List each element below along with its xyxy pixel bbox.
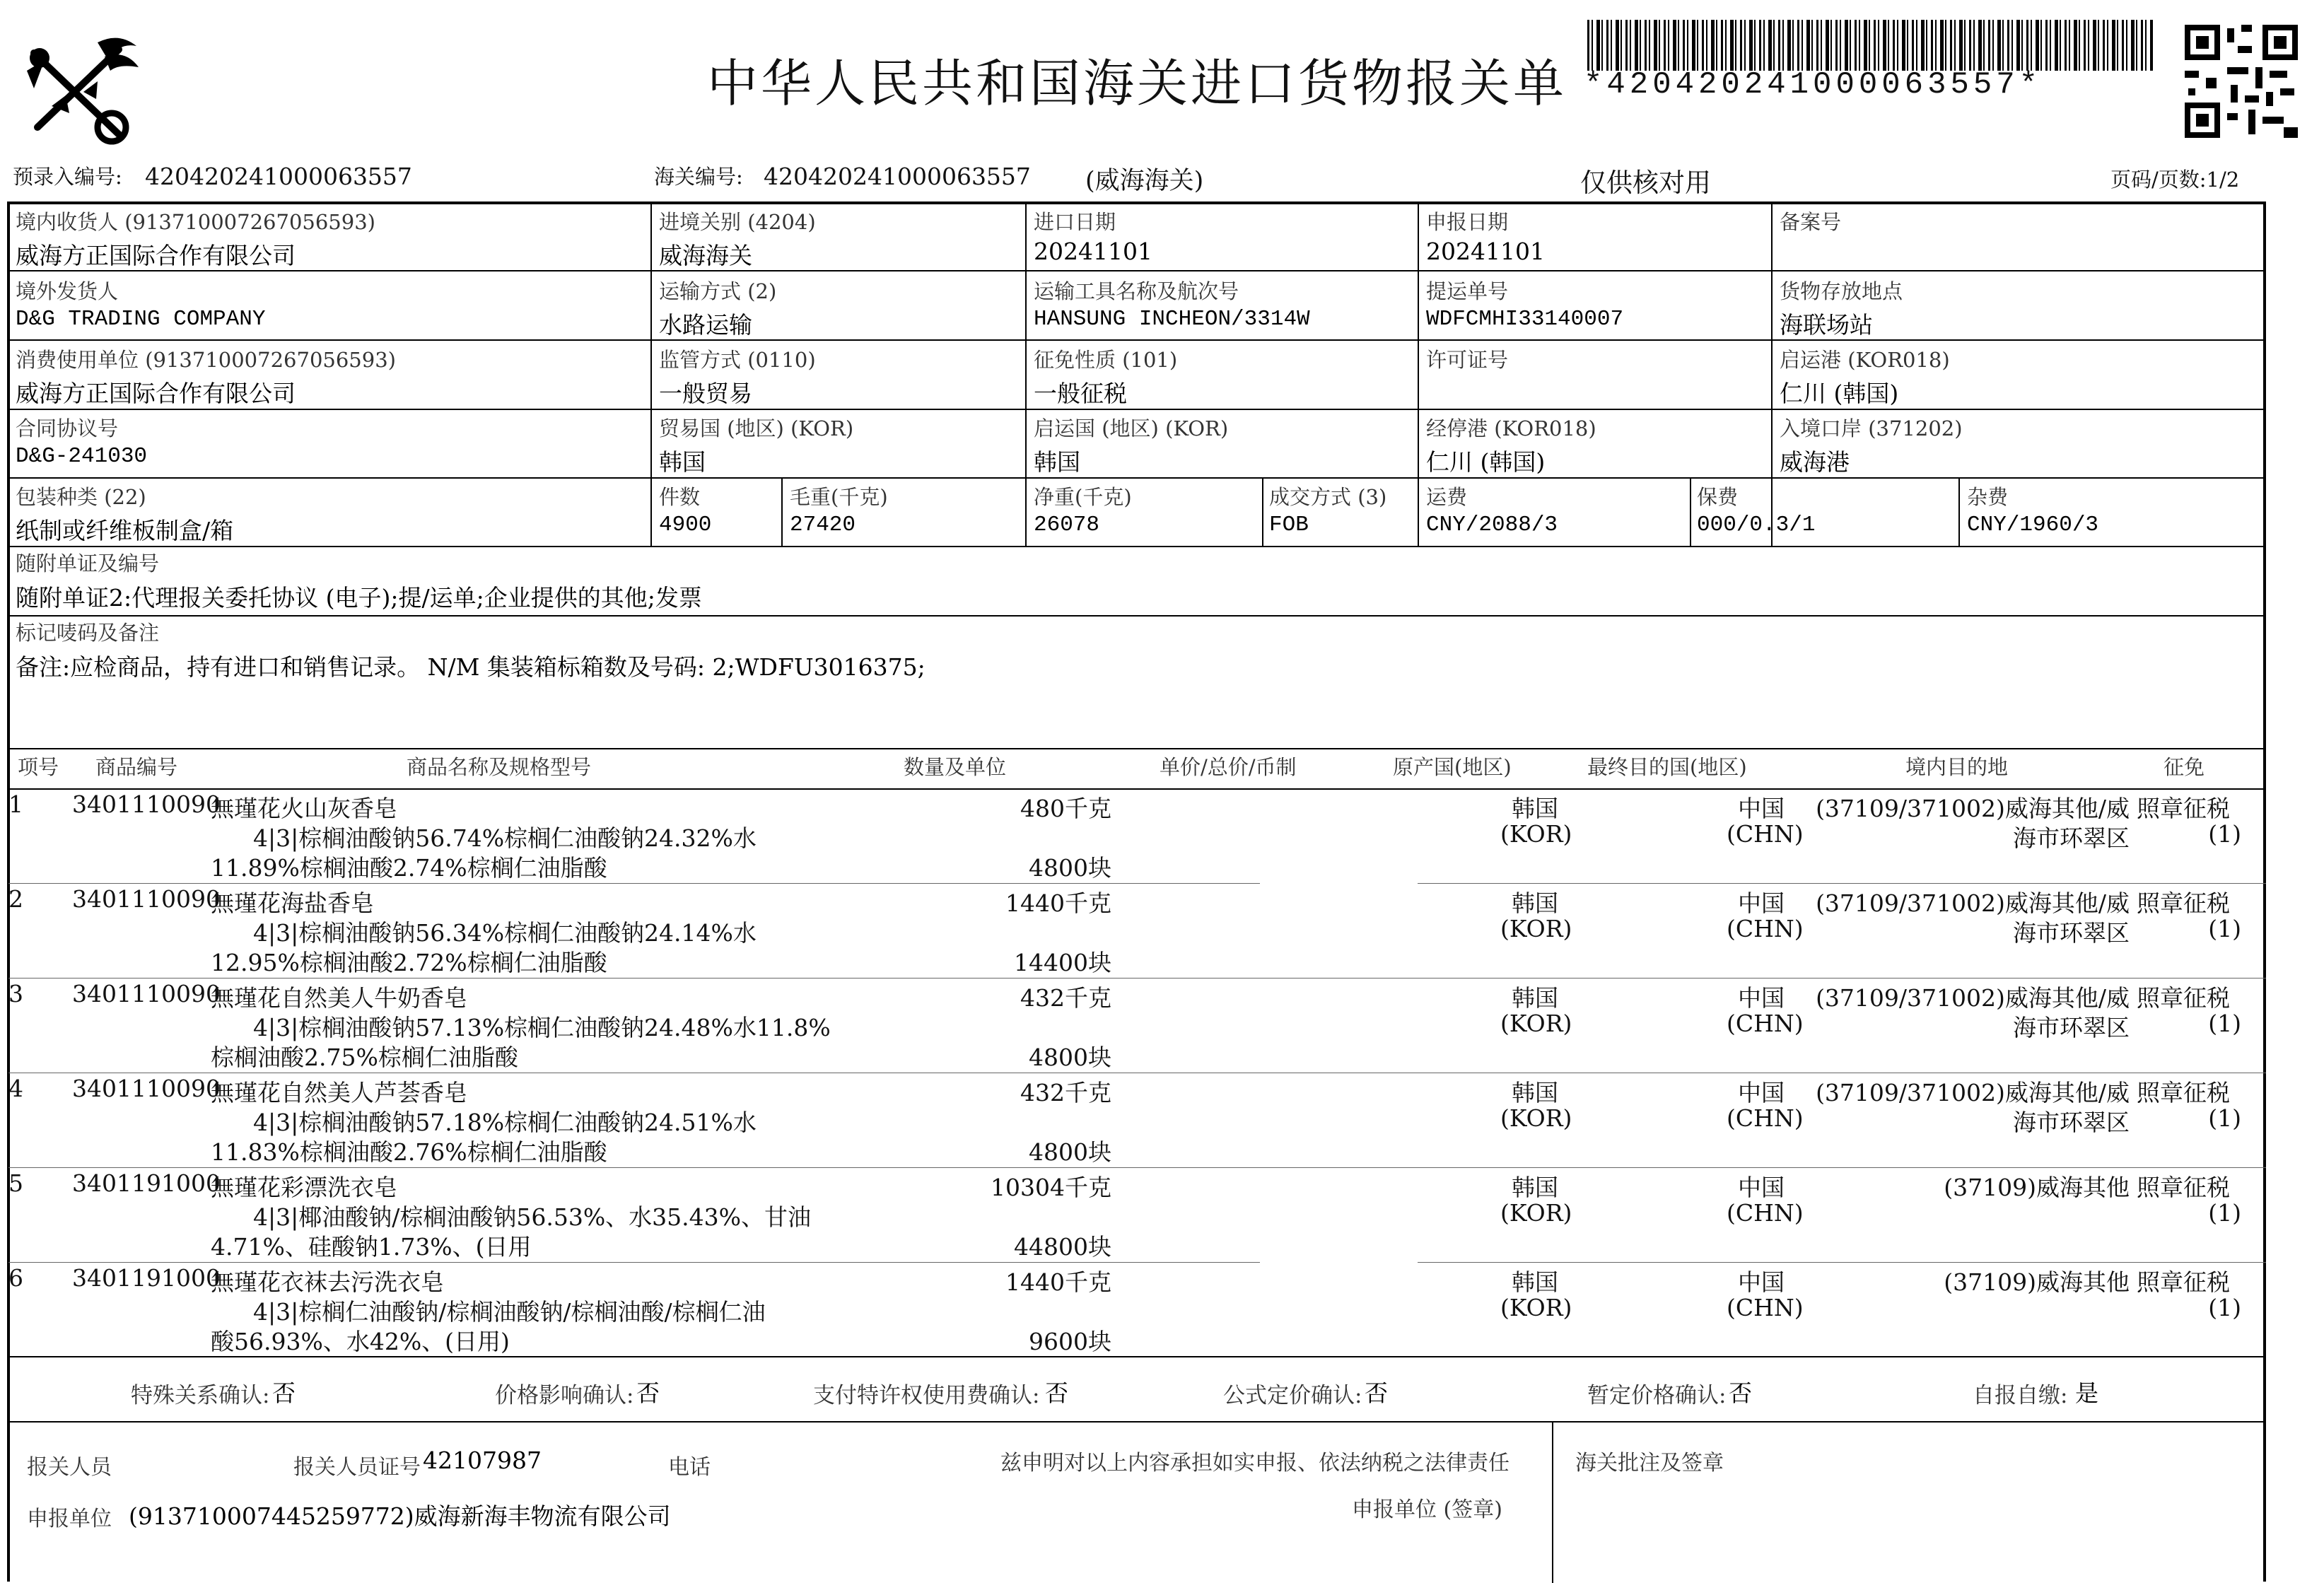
formula-price-value: 否 bbox=[1365, 1379, 1388, 1407]
item-code: 3401191000 bbox=[72, 1169, 221, 1197]
shipper-label: 境外发货人 bbox=[16, 279, 119, 303]
declarant-no-value: 42107987 bbox=[423, 1447, 542, 1474]
shipper-value: D&G TRADING COMPANY bbox=[16, 307, 266, 332]
item-dest: 中国 bbox=[1738, 889, 1785, 917]
item-levy-code: (1) bbox=[2208, 1104, 2241, 1132]
item-levy-code: (1) bbox=[2208, 1294, 2241, 1321]
item-origin-code: (KOR) bbox=[1500, 1294, 1572, 1321]
item-spec-line2: 11.89%棕榈油酸2.74%棕榈仁油脂酸 bbox=[211, 854, 607, 882]
record-no-label: 备案号 bbox=[1780, 210, 1842, 234]
item-code: 3401110090 bbox=[72, 885, 221, 913]
stopover-port-label: 经停港 (KOR018) bbox=[1426, 416, 1596, 440]
item-origin-code: (KOR) bbox=[1500, 820, 1572, 848]
transport-mode-value: 水路运输 bbox=[659, 311, 752, 339]
item-name: 無瑾花火山灰香皂 bbox=[211, 795, 397, 822]
item-dest: 中国 bbox=[1738, 795, 1785, 822]
page-indicator: 页码/页数:1/2 bbox=[2110, 168, 2240, 192]
item-spec-line2: 4.71%、硅酸钠1.73%、(日用 bbox=[211, 1233, 532, 1261]
origin-country-value: 韩国 bbox=[1034, 448, 1080, 476]
col-destination: 最终目的国(地区) bbox=[1587, 755, 1747, 779]
docs-label: 随附单证及编号 bbox=[16, 551, 160, 576]
item-no: 2 bbox=[8, 885, 23, 913]
declare-date-value: 20241101 bbox=[1426, 238, 1545, 265]
gross-weight-value: 27420 bbox=[790, 513, 856, 537]
misc-fee-label: 杂费 bbox=[1967, 485, 2009, 509]
item-qty-pieces: 4800块 bbox=[1029, 1044, 1111, 1071]
item-domestic-dest-line2: 海市环翠区 bbox=[2013, 919, 2130, 947]
item-domestic-dest-line1: (37109)威海其他 bbox=[1944, 1174, 2130, 1201]
item-qty-weight: 1440千克 bbox=[1005, 889, 1111, 917]
item-origin: 韩国 bbox=[1512, 1174, 1558, 1201]
item-name: 無瑾花自然美人芦荟香皂 bbox=[211, 1079, 467, 1106]
col-qty: 数量及单位 bbox=[904, 755, 1007, 779]
item-spec-line1: 4|3|棕榈油酸钠56.74%棕榈仁油酸钠24.32%水 bbox=[253, 824, 757, 852]
departure-port-value: 仁川 (韩国) bbox=[1780, 380, 1899, 407]
item-qty-pieces: 44800块 bbox=[1014, 1233, 1111, 1261]
item-no: 5 bbox=[8, 1169, 23, 1197]
item-dest-code: (CHN) bbox=[1727, 1294, 1804, 1321]
preentry-no: 420420241000063557 bbox=[145, 163, 412, 190]
item-name: 無瑾花衣袜去污洗衣皂 bbox=[211, 1268, 444, 1296]
item-name: 無瑾花自然美人牛奶香皂 bbox=[211, 984, 467, 1012]
declaring-unit-seal: 申报单位 (签章) bbox=[1352, 1497, 1502, 1522]
marks-value: 备注:应检商品，持有进口和销售记录。 N/M 集装箱标箱数及号码: 2;WDFU3016375; bbox=[16, 653, 925, 681]
item-dest-code: (CHN) bbox=[1727, 915, 1804, 942]
self-pay-label: 自报自缴: bbox=[1973, 1383, 2068, 1408]
gross-weight-label: 毛重(千克) bbox=[790, 485, 888, 509]
origin-country-label: 启运国 (地区) (KOR) bbox=[1034, 416, 1229, 440]
declaring-unit-label: 申报单位 bbox=[27, 1507, 112, 1531]
item-qty-pieces: 4800块 bbox=[1029, 1138, 1111, 1166]
customs-no-label: 海关编号: bbox=[654, 165, 743, 189]
customs-approval-label: 海关批注及签章 bbox=[1575, 1451, 1724, 1476]
marks-label: 标记唛码及备注 bbox=[16, 621, 160, 645]
item-domestic-dest-line1: (37109/371002)威海其他/威 bbox=[1816, 984, 2130, 1012]
col-domestic-dest: 境内目的地 bbox=[1905, 755, 2009, 779]
item-origin: 韩国 bbox=[1512, 1268, 1558, 1296]
net-weight-label: 净重(千克) bbox=[1034, 485, 1132, 509]
item-levy: 照章征税 bbox=[2137, 1268, 2230, 1296]
consignee-label: 境内收货人 (913710007267056593) bbox=[16, 210, 375, 234]
item-levy: 照章征税 bbox=[2137, 1079, 2230, 1106]
item-qty-weight: 10304千克 bbox=[991, 1174, 1111, 1201]
royalty-value: 否 bbox=[1045, 1379, 1068, 1407]
item-domestic-dest-line2: 海市环翠区 bbox=[2013, 824, 2130, 852]
barcode-text: *420420241000063557* bbox=[1584, 67, 2043, 103]
item-dest-code: (CHN) bbox=[1727, 1199, 1804, 1227]
item-levy: 照章征税 bbox=[2137, 984, 2230, 1012]
license-label: 许可证号 bbox=[1426, 348, 1509, 372]
item-code: 3401110090 bbox=[72, 980, 221, 1007]
customs-office: (威海海关) bbox=[1085, 167, 1204, 195]
docs-value: 随附单证2:代理报关委托协议 (电子);提/运单;企业提供的其他;发票 bbox=[16, 584, 702, 612]
item-origin-code: (KOR) bbox=[1500, 1104, 1572, 1132]
declare-date-label: 申报日期 bbox=[1426, 210, 1509, 234]
self-pay-value: 是 bbox=[2075, 1379, 2098, 1407]
royalty-label: 支付特许权使用费确认: bbox=[813, 1383, 1040, 1408]
supervision-value: 一般贸易 bbox=[659, 380, 752, 407]
item-no: 3 bbox=[8, 980, 23, 1007]
item-no: 4 bbox=[8, 1075, 23, 1102]
item-code: 3401191000 bbox=[72, 1264, 221, 1292]
col-item-no: 项号 bbox=[18, 755, 59, 779]
vessel-label: 运输工具名称及航次号 bbox=[1034, 279, 1239, 303]
item-origin: 韩国 bbox=[1512, 795, 1558, 822]
item-qty-pieces: 4800块 bbox=[1029, 854, 1111, 882]
item-qty-weight: 1440千克 bbox=[1005, 1268, 1111, 1296]
qr-code-icon bbox=[2185, 25, 2298, 138]
item-dest: 中国 bbox=[1738, 1079, 1785, 1106]
item-levy-code: (1) bbox=[2208, 820, 2241, 848]
item-dest: 中国 bbox=[1738, 1268, 1785, 1296]
misc-fee-value: CNY/1960/3 bbox=[1967, 513, 2099, 537]
item-spec-line1: 4|3|棕榈油酸钠57.18%棕榈仁油酸钠24.51%水 bbox=[253, 1109, 757, 1136]
item-dest-code: (CHN) bbox=[1727, 820, 1804, 848]
storage-label: 货物存放地点 bbox=[1780, 279, 1903, 303]
item-no: 6 bbox=[8, 1264, 23, 1292]
item-domestic-dest-line2: 海市环翠区 bbox=[2013, 1109, 2130, 1136]
page-title: 中华人民共和国海关进口货物报关单 bbox=[707, 54, 1567, 113]
pieces-value: 4900 bbox=[659, 513, 712, 537]
vessel-value: HANSUNG INCHEON/3314W bbox=[1034, 307, 1310, 332]
provisional-price-label: 暂定价格确认: bbox=[1587, 1383, 1727, 1408]
item-origin-code: (KOR) bbox=[1500, 915, 1572, 942]
item-qty-weight: 480千克 bbox=[1020, 795, 1111, 822]
col-code: 商品编号 bbox=[95, 755, 178, 779]
entry-point-label: 入境口岸 (371202) bbox=[1780, 416, 1963, 440]
entry-port-label: 进境关别 (4204) bbox=[659, 210, 816, 234]
item-origin: 韩国 bbox=[1512, 984, 1558, 1012]
item-domestic-dest-line2: 海市环翠区 bbox=[2013, 1014, 2130, 1041]
preentry-label: 预录入编号: bbox=[13, 165, 122, 189]
item-spec-line1: 4|3|椰油酸钠/棕榈油酸钠56.53%、水35.43%、甘油 bbox=[253, 1203, 812, 1231]
customs-emblem-icon bbox=[13, 28, 140, 148]
entry-point-value: 威海港 bbox=[1780, 448, 1850, 476]
declaring-unit-value: (913710007445259772)威海新海丰物流有限公司 bbox=[129, 1502, 671, 1530]
item-dest-code: (CHN) bbox=[1727, 1010, 1804, 1037]
net-weight-value: 26078 bbox=[1034, 513, 1100, 537]
item-domestic-dest-line1: (37109/371002)威海其他/威 bbox=[1816, 889, 2130, 917]
declarant-label: 报关人员 bbox=[27, 1455, 112, 1480]
insurance-label: 保费 bbox=[1697, 485, 1739, 509]
pieces-label: 件数 bbox=[659, 485, 701, 509]
freight-label: 运费 bbox=[1426, 485, 1468, 509]
item-spec-line1: 4|3|棕榈仁油酸钠/棕榈油酸钠/棕榈油酸/棕榈仁油 bbox=[253, 1298, 766, 1326]
levy-nature-label: 征免性质 (101) bbox=[1034, 348, 1178, 372]
formula-price-label: 公式定价确认: bbox=[1223, 1383, 1362, 1408]
item-levy-code: (1) bbox=[2208, 915, 2241, 942]
item-qty-pieces: 9600块 bbox=[1029, 1328, 1111, 1355]
customs-no: 420420241000063557 bbox=[764, 163, 1031, 190]
stopover-port-value: 仁川 (韩国) bbox=[1426, 448, 1546, 476]
insurance-value: 000/0.3/1 bbox=[1697, 513, 1816, 537]
consumer-label: 消费使用单位 (913710007267056593) bbox=[16, 348, 396, 372]
check-only-label: 仅供核对用 bbox=[1580, 168, 1711, 198]
import-date-value: 20241101 bbox=[1034, 238, 1152, 265]
item-domestic-dest-line1: (37109/371002)威海其他/威 bbox=[1816, 1079, 2130, 1106]
item-spec-line1: 4|3|棕榈油酸钠56.34%棕榈仁油酸钠24.14%水 bbox=[253, 919, 757, 947]
item-name: 無瑾花海盐香皂 bbox=[211, 889, 374, 917]
declarant-no-label: 报关人员证号 bbox=[293, 1455, 421, 1480]
item-qty-weight: 432千克 bbox=[1020, 1079, 1111, 1106]
item-domestic-dest-line1: (37109/371002)威海其他/威 bbox=[1816, 795, 2130, 822]
supervision-label: 监管方式 (0110) bbox=[659, 348, 816, 372]
item-origin-code: (KOR) bbox=[1500, 1010, 1572, 1037]
item-levy-code: (1) bbox=[2208, 1010, 2241, 1037]
col-origin: 原产国(地区) bbox=[1393, 755, 1512, 779]
item-dest: 中国 bbox=[1738, 1174, 1785, 1201]
departure-port-label: 启运港 (KOR018) bbox=[1780, 348, 1950, 372]
col-name: 商品名称及规格型号 bbox=[407, 755, 592, 779]
special-relation-label: 特殊关系确认: bbox=[131, 1383, 270, 1408]
package-type-value: 纸制或纤维板制盒/箱 bbox=[16, 517, 234, 544]
item-origin: 韩国 bbox=[1512, 889, 1558, 917]
item-spec-line2: 11.83%棕榈油酸2.76%棕榈仁油脂酸 bbox=[211, 1138, 607, 1166]
item-dest: 中国 bbox=[1738, 984, 1785, 1012]
item-origin: 韩国 bbox=[1512, 1079, 1558, 1106]
freight-value: CNY/2088/3 bbox=[1426, 513, 1558, 537]
legal-statement: 兹申明对以上内容承担如实申报、依法纳税之法律责任 bbox=[1000, 1451, 1510, 1476]
barcode bbox=[1587, 20, 2153, 71]
trade-term-value: FOB bbox=[1269, 513, 1309, 537]
item-spec-line2: 酸56.93%、水42%、(日用) bbox=[211, 1328, 510, 1355]
col-price: 单价/总价/币制 bbox=[1160, 755, 1297, 779]
bl-no-value: WDFCMHI33140007 bbox=[1426, 307, 1624, 332]
consignee-value: 威海方正国际合作有限公司 bbox=[16, 242, 296, 269]
item-domestic-dest-line1: (37109)威海其他 bbox=[1944, 1268, 2130, 1296]
contract-label: 合同协议号 bbox=[16, 416, 119, 440]
package-type-label: 包装种类 (22) bbox=[16, 485, 146, 509]
bl-no-label: 提运单号 bbox=[1426, 279, 1509, 303]
item-code: 3401110090 bbox=[72, 1075, 221, 1102]
item-name: 無瑾花彩漂洗衣皂 bbox=[211, 1174, 397, 1201]
item-qty-weight: 432千克 bbox=[1020, 984, 1111, 1012]
col-levy: 征免 bbox=[2164, 755, 2205, 779]
item-spec-line2: 12.95%棕榈油酸2.72%棕榈仁油脂酸 bbox=[211, 949, 607, 976]
price-impact-label: 价格影响确认: bbox=[495, 1383, 634, 1408]
entry-port-value: 威海海关 bbox=[659, 242, 752, 269]
transport-mode-label: 运输方式 (2) bbox=[659, 279, 777, 303]
price-impact-value: 否 bbox=[636, 1379, 660, 1407]
provisional-price-value: 否 bbox=[1729, 1379, 1752, 1407]
item-levy: 照章征税 bbox=[2137, 795, 2230, 822]
consumer-value: 威海方正国际合作有限公司 bbox=[16, 380, 296, 407]
item-levy: 照章征税 bbox=[2137, 1174, 2230, 1201]
item-no: 1 bbox=[8, 790, 23, 818]
trade-country-label: 贸易国 (地区) (KOR) bbox=[659, 416, 854, 440]
item-qty-pieces: 14400块 bbox=[1014, 949, 1111, 976]
special-relation-value: 否 bbox=[272, 1379, 296, 1407]
phone-label: 电话 bbox=[668, 1455, 711, 1480]
import-date-label: 进口日期 bbox=[1034, 210, 1116, 234]
item-spec-line2: 棕榈油酸2.75%棕榈仁油脂酸 bbox=[211, 1044, 518, 1071]
storage-value: 海联场站 bbox=[1780, 311, 1873, 339]
item-spec-line1: 4|3|棕榈油酸钠57.13%棕榈仁油酸钠24.48%水11.8% bbox=[253, 1014, 831, 1041]
item-levy: 照章征税 bbox=[2137, 889, 2230, 917]
item-levy-code: (1) bbox=[2208, 1199, 2241, 1227]
contract-value: D&G-241030 bbox=[16, 444, 148, 469]
trade-term-label: 成交方式 (3) bbox=[1269, 485, 1387, 509]
trade-country-value: 韩国 bbox=[659, 448, 706, 476]
item-origin-code: (KOR) bbox=[1500, 1199, 1572, 1227]
item-code: 3401110090 bbox=[72, 790, 221, 818]
item-dest-code: (CHN) bbox=[1727, 1104, 1804, 1132]
levy-nature-value: 一般征税 bbox=[1034, 380, 1127, 407]
